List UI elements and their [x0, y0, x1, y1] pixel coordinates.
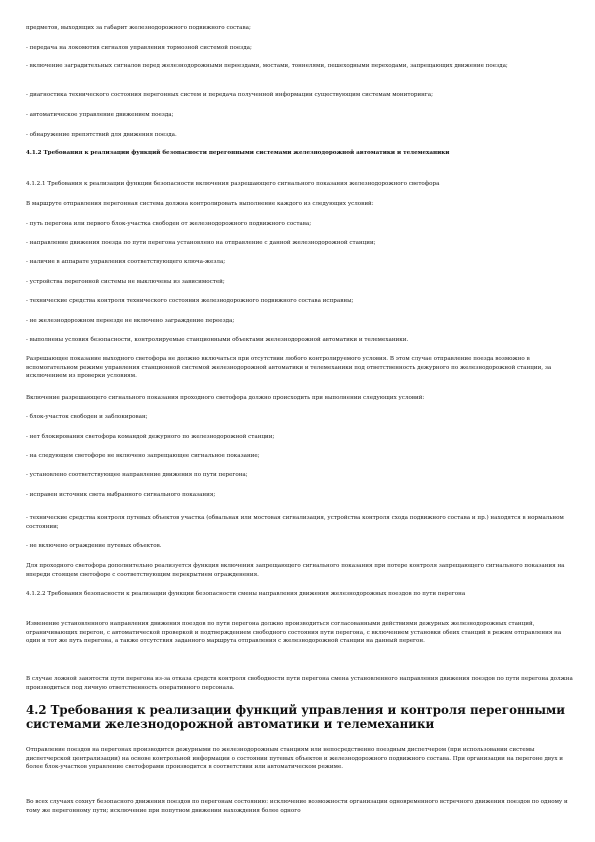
list-item: - диагностика технического состояния перегонных систем и передача полученной информации существующим системам мониторинга;	[26, 92, 434, 98]
paragraph: Для проходного светофора дополнительно реализуется функция включения запрещающего сигнального показания при потере контроля запрещающего сигнального показания на впереди стоящем светофоре с соответствующим перекрытием огражденения.	[26, 563, 565, 578]
paragraph: В случае ложной занятости пути перегона из-за отказа средств контроля свободности пути перегона смена установленного направления движения поездов по пути перегона должна производиться под личную ответственность оперативного персонала.	[26, 676, 573, 691]
list-item: - передача на локомотив сигналов управления тормозной системой поезда;	[26, 45, 252, 51]
list-item: - устройства перегонной системы не выключены из зависимостей;	[26, 279, 225, 285]
section-title: 4.2 Требования к реализации функций управления и контроля перегонными системами железнодорожной автоматики и телемеханики	[26, 703, 566, 731]
paragraph: Разрешающее показание выходного светофора не должно включаться при отсутствии любого контролируемого условия. В этом случае отправление поезда возможно в вспомогательном режиме управления станционной системой железнодорожной автоматики и телемеханики под ответственность дежурного по железнодорожной станции, за исключением из проверки условиям.	[26, 356, 552, 380]
paragraph: предметов, выходящих за габарит железнодорожного подвижного состава;	[26, 25, 251, 31]
subsection-heading: 4.1.2.2 Требования безопасности к реализации функции безопасности смены направления движения железнодорожных поездов по пути перегона	[26, 591, 466, 597]
paragraph: Включение разрешающего сигнального показания проходного светофора должно происходить при выполнении следующих условий:	[26, 395, 425, 401]
list-item: - на следующем светофоре не включено запрещающее сигнальное показание;	[26, 453, 260, 459]
list-item: - автоматическое управление движением поезда;	[26, 112, 174, 118]
list-item: - технические средства контроля технического состояния железнодорожного подвижного состава исправны;	[26, 298, 354, 304]
list-item: - не включено ограждение путевых объектов.	[26, 543, 162, 549]
list-item: - наличие в аппарате управления соответствующего ключа-жезла;	[26, 259, 226, 265]
list-item: - исправен источник света выбранного сигнального показания;	[26, 492, 216, 498]
list-item: - не железнодорожном переезде не включено заграждение переезда;	[26, 318, 235, 324]
paragraph: Изменение установленного направления движения поездов по пути перегона должно производиться согласованными действиями дежурных железнодорожных станций, ограничивающих перегон, с автоматической проверкой и подтверждением свободного состояния пути перегона, с включением установки обеих станций в режим отправления на один и тот же путь перегона, а также отсутствия заданного маршрута отправления с железнодорожной станции на данный перегон.	[26, 621, 562, 645]
list-item: - нет блокирования светофора командой дежурного по железнодорожной станции;	[26, 434, 275, 440]
list-item: - выполнены условия безопасности, контролируемые станционными объектами железнодорожной автоматики и телемеханики.	[26, 337, 409, 343]
paragraph: В маршруте отправления перегонная система должна контролировать выполнение каждого из следующих условий:	[26, 201, 374, 207]
list-item: - блок-участок свободен и заблокирован;	[26, 414, 148, 420]
list-item: - включение заградительных сигналов перед железнодорожными переездами, мостами, тоннелями, пешеходными переходами, запрещающих движение поезда;	[26, 63, 508, 69]
list-item: - путь перегона или первого блок-участка свободен от железнодорожного подвижного состава;	[26, 221, 312, 227]
list-item: - технические средства контроля путевых объектов участка (обвальная или мостовая сигнализация, устройства контроля схода подвижного состава и пр.) находятся в нормальном состоянии;	[26, 515, 564, 530]
section-heading: 4.1.2 Требования к реализации функций безопасности перегонными системами железнодорожной автоматики и телемеханики	[26, 150, 450, 156]
paragraph: Отправление поездов на перегонах производится дежурными по железнодорожным станциям или непосредственно поездным диспетчером (при использовании системы диспетчерской централизации) на основе контрольной информации о состоянии путевых объектов и железнодорожного подвижного состава. При организации на перегоне двух и более блок-участков управление светофорами производится в соответствии или автоматическом режиме.	[26, 747, 564, 771]
list-item: - обнаружение препятствий для движения поезда.	[26, 132, 177, 138]
list-item: - направление движения поезда по пути перегона установлено на отправление с данной железнодорожной станции;	[26, 240, 376, 246]
list-item: - установлено соответствующее направление движения по пути перегона;	[26, 472, 248, 478]
paragraph: Во всех случаях сохнут безопасного движения поездов по перегонам состоянию: исключение возможности организации одновременного встречного движения поездов по одному и тому же перегонному пути; исключение при попутном движении нахождения более одного	[26, 799, 568, 814]
subsection-heading: 4.1.2.1 Требования к реализации функции безопасности включения разрешающего сигнального показания железнодорожного светофора	[26, 181, 440, 187]
